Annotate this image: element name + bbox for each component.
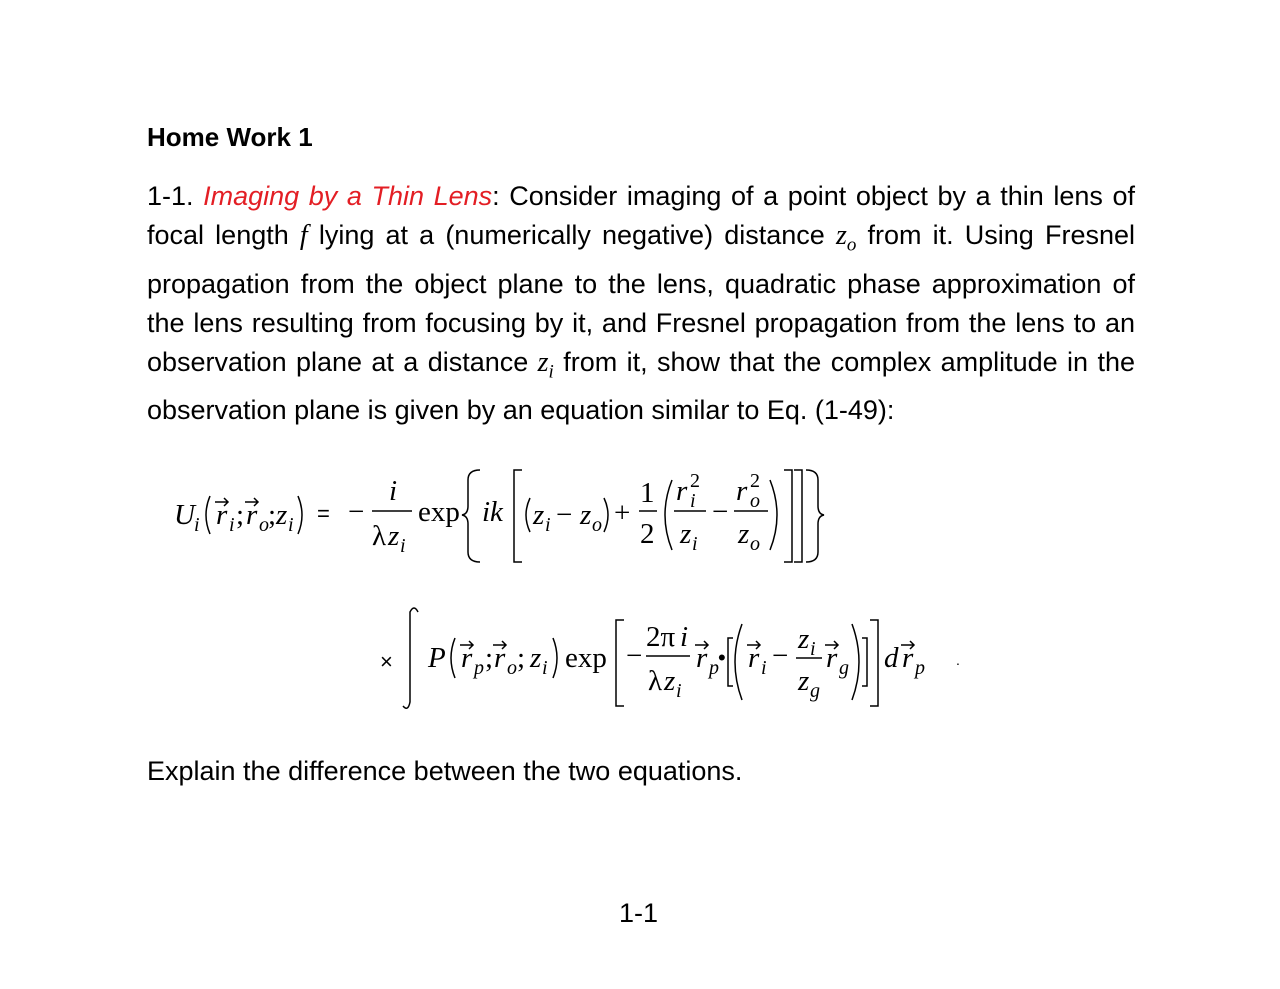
svg-text:2π: 2π	[646, 621, 676, 653]
problem-text-4: from it, show that the complex amplitude in the observation plane is given by an equation similar to Eq. (1-49):	[147, 346, 1135, 426]
svg-text:d: d	[884, 642, 899, 674]
svg-text:o: o	[259, 514, 269, 536]
svg-text:p: p	[709, 657, 719, 679]
svg-text:z: z	[533, 499, 545, 531]
svg-text:;: ;	[236, 499, 245, 531]
svg-text:×: ×	[380, 649, 393, 674]
svg-text:2: 2	[690, 470, 700, 492]
svg-text:−: −	[556, 499, 573, 531]
problem-text-2: lying at a (numerically negative) distance	[307, 220, 836, 250]
problem-number: 1-1.	[147, 181, 194, 211]
svg-text:ik: ik	[482, 496, 503, 528]
svg-text:i: i	[680, 621, 689, 653]
svg-text:z: z	[276, 499, 288, 531]
svg-text:z: z	[798, 623, 810, 655]
svg-text:r: r	[736, 475, 748, 507]
svg-text:i: i	[692, 533, 698, 555]
svg-text:z: z	[798, 665, 810, 697]
svg-text:r: r	[216, 499, 228, 531]
svg-text:i: i	[542, 657, 548, 679]
svg-text:−: −	[772, 640, 789, 672]
object-distance-symbol: $z_o$	[835, 220, 857, 256]
svg-text:o: o	[750, 533, 760, 555]
svg-text:2: 2	[640, 518, 655, 550]
svg-text:+: +	[614, 497, 631, 529]
svg-text:r: r	[676, 475, 688, 507]
svg-text:g: g	[810, 680, 820, 702]
image-distance-symbol: $z_i$	[537, 346, 554, 383]
svg-text:.: .	[956, 652, 960, 668]
svg-text:exp: exp	[418, 496, 460, 528]
svg-text:λ: λ	[648, 665, 663, 697]
svg-text:z: z	[664, 665, 676, 697]
svg-text:z: z	[530, 642, 542, 674]
problem-title: Imaging by a Thin Lens	[203, 181, 493, 211]
svg-text:r: r	[826, 642, 838, 674]
problem-text-1: : Consider imaging of a point object by a thin lens of focal length	[147, 181, 1135, 250]
svg-text:o: o	[750, 490, 760, 512]
svg-text:U: U	[174, 499, 195, 531]
svg-text:r: r	[246, 499, 258, 531]
svg-text:i: i	[400, 535, 406, 557]
svg-text:z: z	[680, 518, 692, 550]
svg-text:−: −	[626, 640, 643, 672]
svg-text:z: z	[738, 518, 750, 550]
svg-text:r: r	[494, 642, 506, 674]
svg-text:i: i	[761, 657, 767, 679]
equation-line-1	[174, 470, 824, 562]
svg-text:;: ;	[485, 642, 494, 674]
svg-text:;: ;	[517, 642, 526, 674]
svg-text:p: p	[915, 657, 925, 679]
svg-text:i: i	[194, 514, 200, 536]
svg-text:i: i	[288, 514, 294, 536]
homework-heading: Home Work 1	[147, 122, 313, 152]
svg-text:o: o	[507, 657, 517, 679]
svg-text:−: −	[712, 496, 729, 528]
svg-text:2: 2	[750, 470, 760, 492]
svg-text:i: i	[676, 680, 682, 702]
svg-text:o: o	[592, 514, 602, 536]
svg-text:i: i	[810, 638, 816, 660]
problem-text-3: from it. Using Fresnel propagation from the object plane to the lens, quadratic phase approximation of the lens resulting from focusing by it, and Fresnel propagation from the lens to an observation plane at a distance	[147, 220, 1135, 377]
svg-text:=: =	[317, 501, 330, 526]
svg-text:1: 1	[640, 477, 655, 509]
svg-text:P: P	[428, 642, 446, 674]
svg-text:−: −	[348, 496, 365, 528]
svg-text:z: z	[580, 499, 592, 531]
svg-text:exp: exp	[565, 642, 607, 674]
svg-text:;: ;	[268, 499, 277, 531]
svg-text:i: i	[389, 475, 398, 507]
focal-length-symbol: f	[299, 220, 308, 251]
svg-text:•: •	[718, 645, 726, 670]
svg-text:r: r	[461, 642, 473, 674]
svg-text:λ: λ	[372, 520, 387, 552]
svg-text:r: r	[748, 642, 760, 674]
svg-text:i: i	[690, 490, 696, 512]
svg-text:p: p	[474, 657, 484, 679]
svg-text:g: g	[839, 657, 849, 679]
svg-text:i: i	[545, 514, 551, 536]
svg-text:r: r	[696, 642, 708, 674]
svg-text:r: r	[902, 642, 914, 674]
closing-instruction: Explain the difference between the two equations.	[147, 756, 743, 786]
svg-text:i: i	[229, 514, 235, 536]
svg-text:z: z	[388, 520, 400, 552]
page-number: 1-1	[619, 898, 659, 928]
equation-line-2	[380, 608, 960, 708]
